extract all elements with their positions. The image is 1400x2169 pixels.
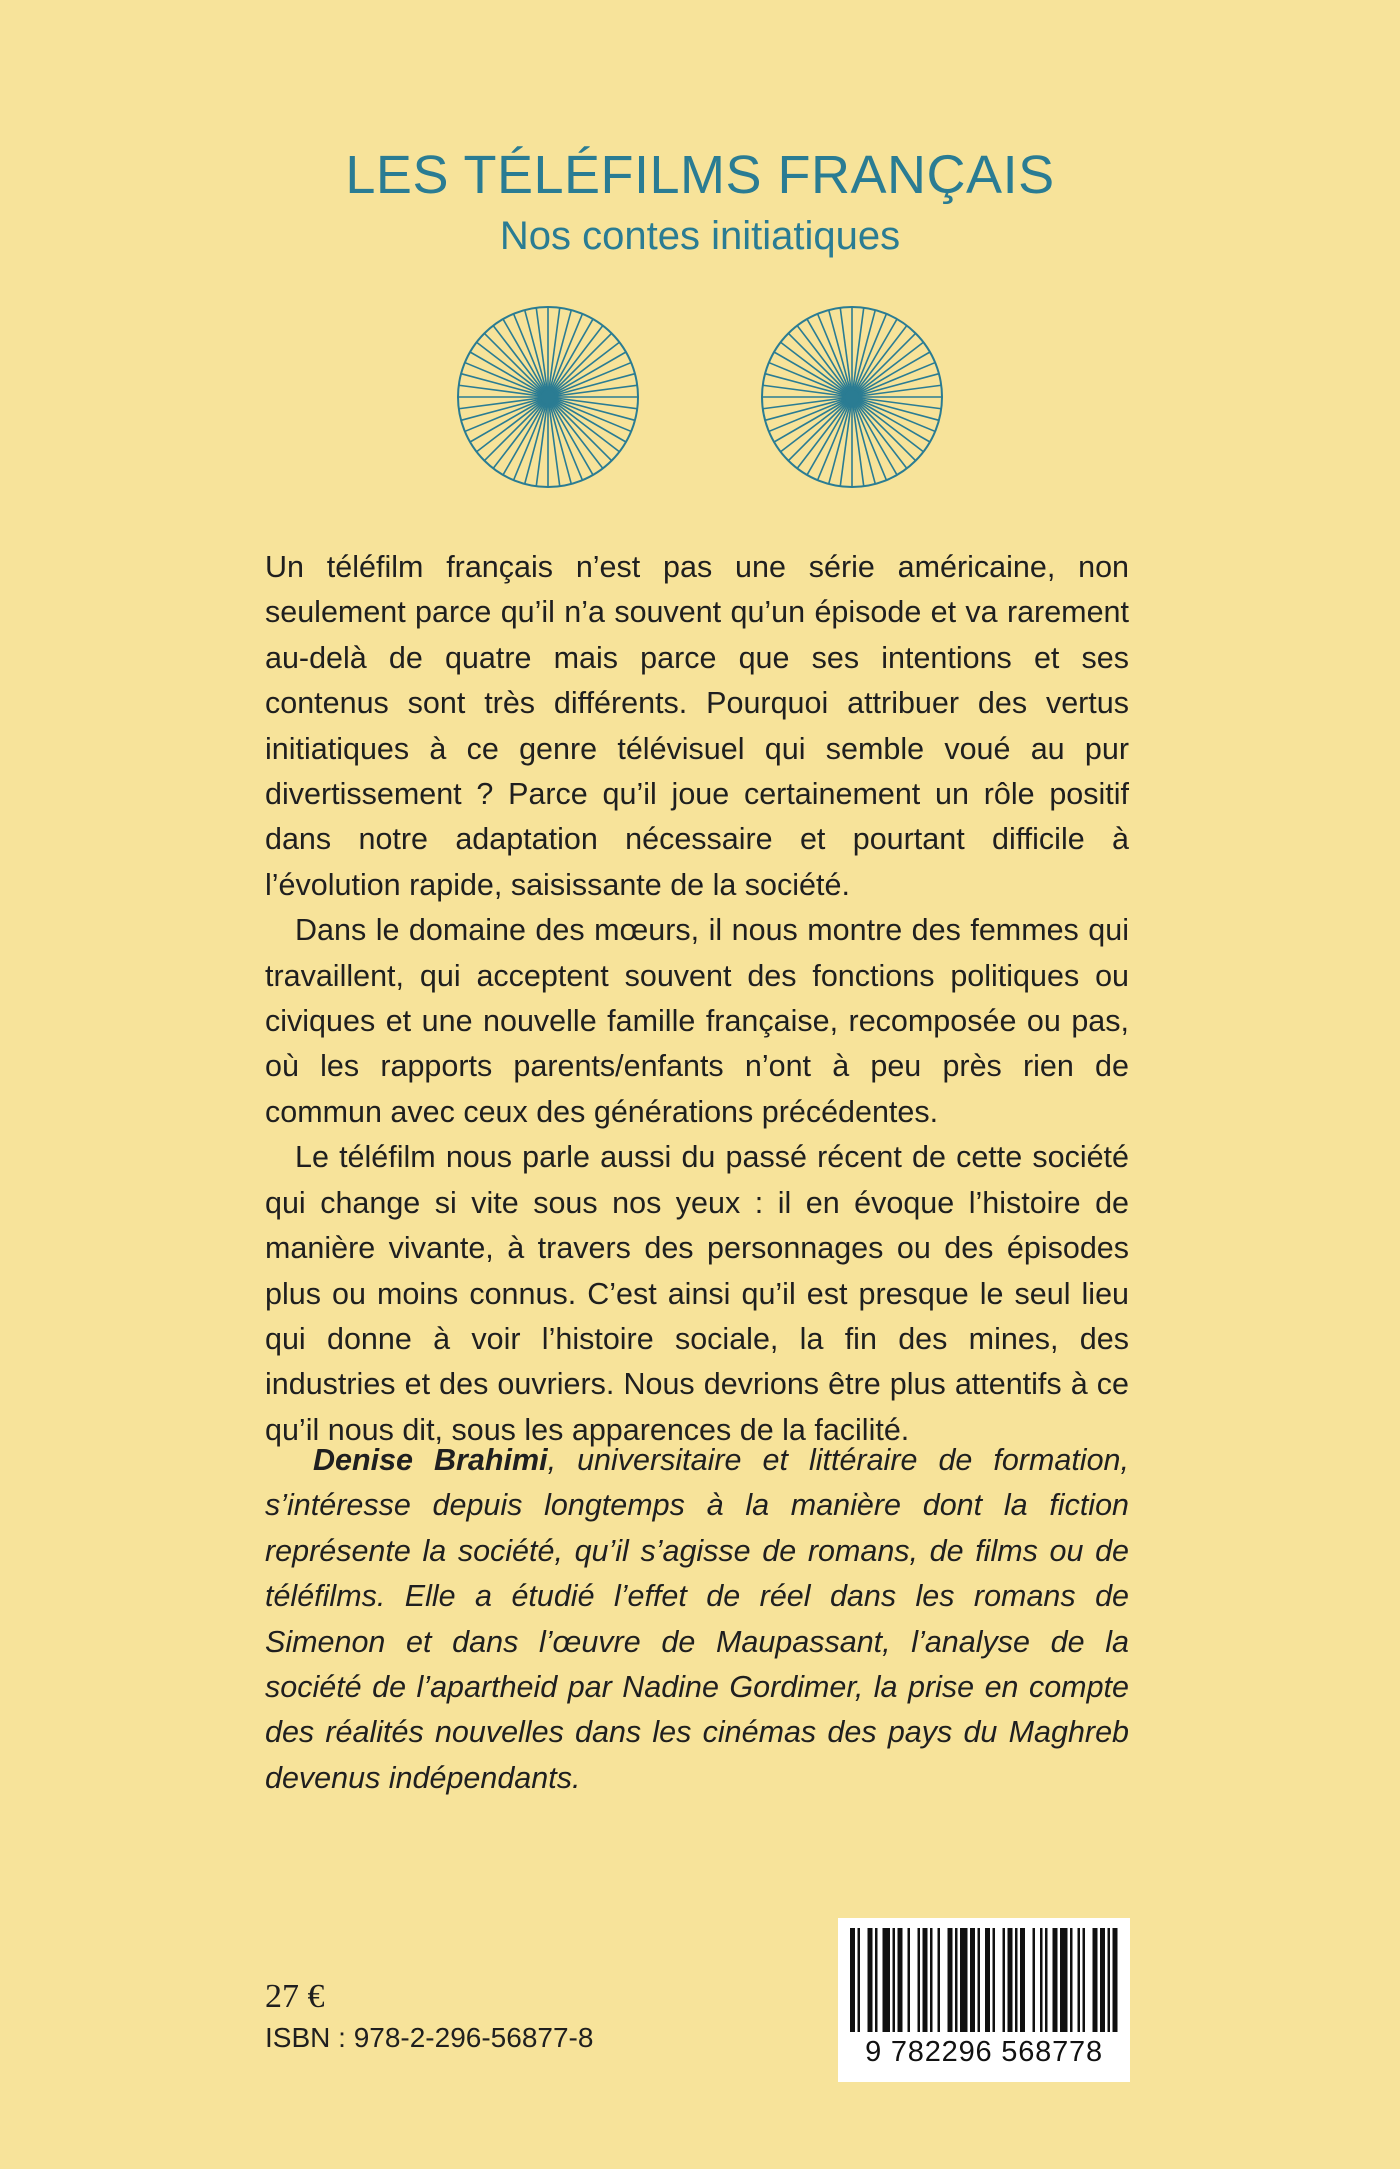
barcode-number: 9 782296 568778 (865, 2036, 1103, 2068)
isbn: ISBN : 978-2-296-56877-8 (265, 2022, 594, 2053)
barcode (838, 1918, 1130, 2082)
sunburst-wheel-icon (762, 307, 942, 487)
wheels-decoration (0, 0, 1400, 520)
blurb-paragraph: Dans le domaine des mœurs, il nous montre des femmes qui travaillent, qui acceptent souvent des fonctions politiques ou civiques et une nouvelle famille française, recomposée ou pas, où les rapports parents/enfants n’ont à peu près rien de commun avec ceux des générations précédentes. (265, 913, 1129, 1129)
author-bio-text: , universitaire et littéraire de formation, s’intéresse depuis longtemps à la manière dont la fiction représente la société, qu’il s’agisse de romans, de films ou de téléfilms. Elle a étudié l’effet de réel dans les romans de Simenon et dans l’œuvre de Maupassant, l’analyse de la société de l’apartheid par Nadine Gordimer, la prise en compte des réalités nouvelles dans les cinémas des pays du Maghreb devenus indépendants. (265, 1443, 1129, 1795)
blurb-paragraph: Un téléfilm français n’est pas une série américaine, non seulement parce qu’il n’a souvent qu’un épisode et va rarement au-delà de quatre mais parce que ses intentions et ses contenus sont très différents. Pourquoi attribuer des vertus initiatiques à ce genre télévisuel qui semble voué au pur divertissement ? Parce qu’il joue certainement un rôle positif dans notre adaptation nécessaire et pourtant difficile à l’évolution rapide, saisissante de la société. (265, 550, 1129, 902)
blurb (265, 545, 1129, 1453)
book-title: LES TÉLÉFILMS FRANÇAIS (345, 145, 1055, 205)
price: 27 € (265, 1978, 325, 2015)
author-name: Denise Brahimi (313, 1443, 548, 1477)
author-bio (265, 1438, 1129, 1801)
sunburst-wheel-icon (458, 307, 638, 487)
book-subtitle: Nos contes initiatiques (499, 214, 901, 258)
blurb-paragraph: Le téléfilm nous parle aussi du passé récent de cette société qui change si vite sous nos yeux : il en évoque l’histoire de manière vivante, à travers des personnages ou des épisodes plus ou moins connus. C’est ainsi qu’il est presque le seul lieu qui donne à voir l’histoire sociale, la fin des mines, des industries et des ouvriers. Nous devrions être plus attentifs à ce qu’il nous dit, sous les apparences de la facilité. (265, 1140, 1129, 1447)
barcode-bars (838, 1918, 1130, 2038)
